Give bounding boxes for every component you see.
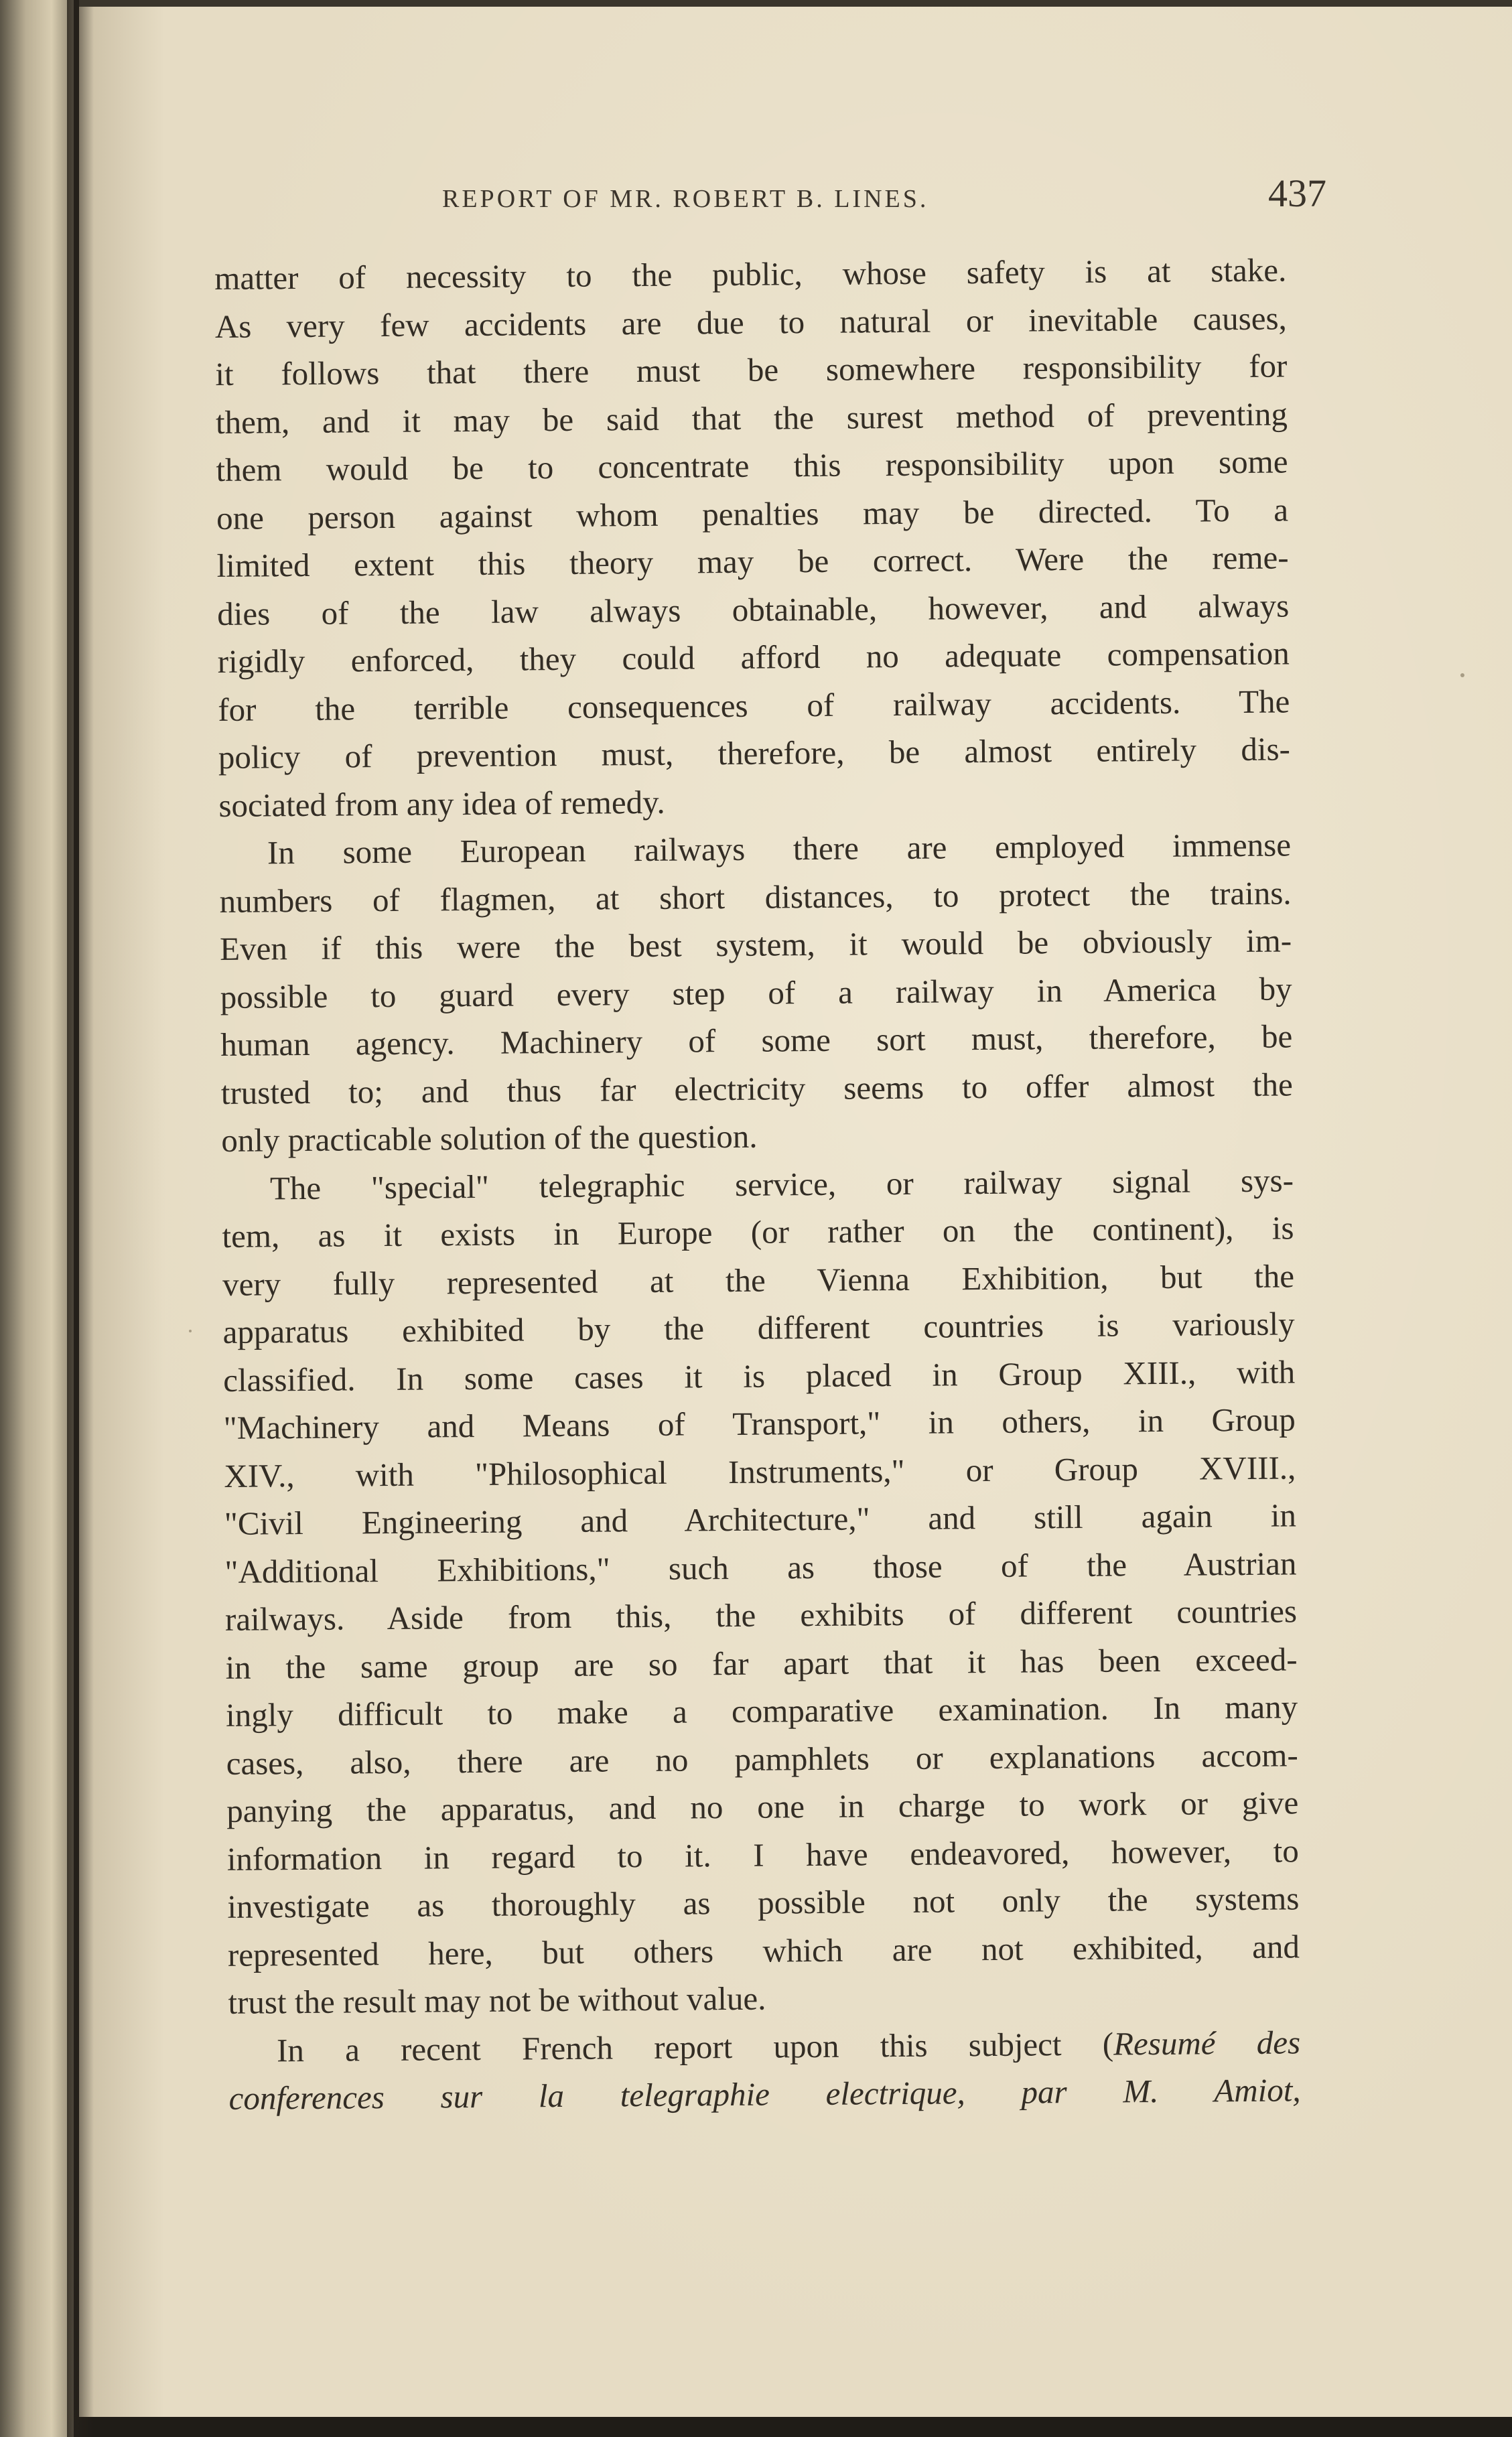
text-line: them would be to concentrate this responsibility upon some	[216, 443, 1288, 488]
page-number: 437	[1268, 171, 1326, 215]
text-line: trusted to; and thus far electricity seems to offer almost the	[220, 1065, 1293, 1111]
text-line: apparatus exhibited by the different countries is variously	[222, 1305, 1295, 1350]
paper-fleck	[1460, 673, 1464, 677]
text-line: "Additional Exhibitions," such as those of the Austrian	[224, 1544, 1297, 1590]
text-line: human agency. Machinery of some sort must, therefore, be	[220, 1018, 1293, 1063]
text-line: As very few accidents are due to natural or inevitable causes,	[214, 299, 1288, 345]
text-line: Even if this were the best system, it would be obviously im-	[219, 922, 1292, 967]
text-line: for the terrible consequences of railway accidents. The	[218, 682, 1290, 728]
text-line	[228, 2018, 1301, 2075]
text-line: limited extent this theory may be correct. Were the reme-	[216, 539, 1289, 584]
text-line: "Machinery and Means of Transport," in others, in Group	[223, 1401, 1296, 1446]
page-top-edge	[79, 0, 1512, 7]
text-line: represented here, but others which are not exhibited, and	[227, 1927, 1300, 1973]
text-line: very fully represented at the Vienna Exhibition, but the	[222, 1257, 1295, 1303]
text-line-roman: In a recent French report upon this subject (	[276, 2025, 1114, 2069]
text-line: trust the result may not be without value.	[228, 1979, 766, 2021]
text-line: ingly difficult to make a comparative examination. In many	[225, 1688, 1298, 1734]
text-line: dies of the law always obtainable, however, and always	[216, 586, 1290, 632]
text-line: them, and it may be said that the surest method of preventing	[215, 395, 1288, 441]
text-line: in the same group are so far apart that it has been exceed-	[225, 1640, 1298, 1686]
body-text	[214, 246, 1301, 2122]
previous-page-edge	[0, 0, 74, 2437]
text-line: it follows that there must be somewhere responsibility for	[215, 347, 1288, 393]
text-line: numbers of flagmen, at short distances, to protect the trains.	[219, 874, 1292, 920]
text-line: In some European railways there are employed immense	[267, 826, 1292, 872]
text-line-italic: Resumé des	[1113, 2023, 1301, 2063]
text-line: matter of necessity to the public, whose safety is at stake.	[214, 251, 1287, 297]
text-line: cases, also, there are no pamphlets or explanations accom-	[226, 1736, 1298, 1782]
gutter-shadow	[67, 0, 94, 2437]
text-line: rigidly enforced, they could afford no adequate compensation	[217, 634, 1290, 680]
text-line: information in regard to it. I have endeavored, however, to	[226, 1831, 1299, 1878]
text-line: railways. Aside from this, the exhibits of different countries	[224, 1592, 1298, 1638]
running-head: REPORT OF MR. ROBERT B. LINES.	[442, 185, 929, 213]
text-line: tem, as it exists in Europe (or rather on the continent), is	[222, 1209, 1294, 1255]
text-line: policy of prevention must, therefore, be almost entirely dis-	[218, 730, 1291, 776]
paper-fleck	[189, 1330, 192, 1332]
text-line: investigate as thoroughly as possible not only the systems	[227, 1880, 1300, 1925]
text-line: The "special" telegraphic service, or railway signal sys-	[269, 1161, 1294, 1206]
text-line: sociated from any idea of remedy.	[218, 783, 665, 824]
text-line: XIV., with "Philosophical Instruments," or Group XVIII.,	[224, 1448, 1296, 1494]
text-line: one person against whom penalties may be directed. To a	[216, 490, 1289, 537]
text-line-italic: conferences sur la telegraphie electrique, par M. Amiot,	[228, 2071, 1301, 2117]
text-line: classified. In some cases it is placed in Group XIII., with	[222, 1352, 1296, 1399]
text-line: only practicable solution of the question.	[221, 1117, 758, 1159]
text-line: panying the apparatus, and no one in charge to work or give	[226, 1784, 1299, 1829]
text-line: possible to guard every step of a railway in America by	[220, 969, 1292, 1016]
page-header	[335, 171, 1326, 224]
text-line: "Civil Engineering and Architecture," and still again in	[224, 1496, 1297, 1542]
